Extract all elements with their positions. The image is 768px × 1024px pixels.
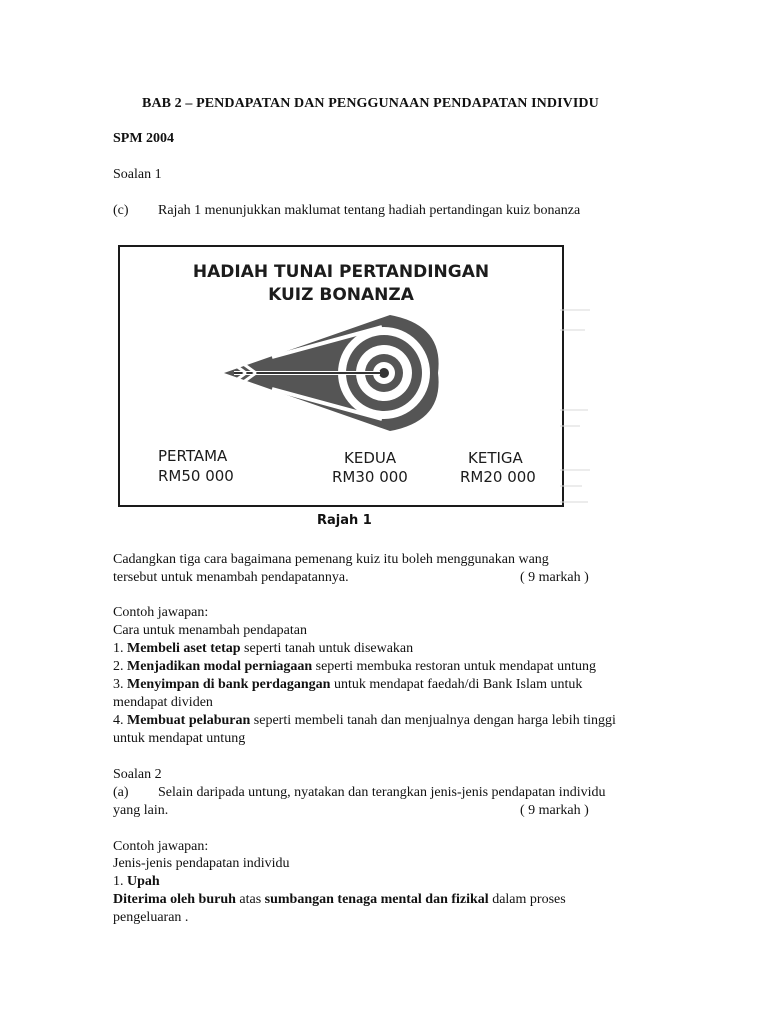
prize-1-amount: RM50 000 bbox=[158, 467, 234, 485]
description-key-phrase-1: Diterima oleh buruh bbox=[113, 892, 236, 907]
answer-detail: seperti tanah untuk disewakan bbox=[240, 641, 414, 656]
answer-item-1 bbox=[113, 640, 413, 658]
income-type-1-description bbox=[113, 891, 566, 909]
question-2-prompt-line-1: Selain daripada untung, nyatakan dan terangkan jenis-jenis pendapatan individu bbox=[158, 785, 606, 800]
income-type-number: 1. bbox=[113, 874, 124, 889]
answer-number: 2. bbox=[113, 659, 124, 674]
figure-caption: Rajah 1 bbox=[317, 513, 372, 528]
answer-item-2 bbox=[113, 658, 596, 676]
question-1-prompt-line-1: Cadangkan tiga cara bagaimana pemenang kuiz itu boleh menggunakan wang bbox=[113, 552, 549, 567]
question-2-answer-heading: Jenis-jenis pendapatan individu bbox=[113, 856, 290, 871]
description-text-end: dalam proses bbox=[488, 892, 566, 907]
question-2-answer-label: Contoh jawapan: bbox=[113, 839, 209, 854]
question-1-answer-heading: Cara untuk menambah pendapatan bbox=[113, 623, 307, 638]
answer-item-4-continued: untuk mendapat untung bbox=[113, 731, 246, 746]
exam-year: SPM 2004 bbox=[113, 131, 175, 146]
prize-2-amount: RM30 000 bbox=[332, 468, 408, 486]
chapter-title: BAB 2 – PENDAPATAN DAN PENGGUNAAN PENDAPATAN INDIVIDU bbox=[142, 96, 599, 111]
question-2-label: Soalan 2 bbox=[113, 767, 162, 782]
answer-detail: untuk mendapat faedah/di Bank Islam untuk bbox=[330, 677, 583, 692]
income-type-1-description-continued: pengeluaran . bbox=[113, 910, 189, 925]
answer-key-phrase: Menjadikan modal perniagaan bbox=[127, 659, 313, 674]
prize-2-place: KEDUA bbox=[344, 449, 397, 467]
question-1-marks: ( 9 markah ) bbox=[520, 570, 589, 585]
question-1-label: Soalan 1 bbox=[113, 167, 162, 182]
question-2-part-label: (a) bbox=[113, 785, 129, 800]
answer-key-phrase: Menyimpan di bank perdagangan bbox=[127, 677, 331, 692]
question-1-part-label: (c) bbox=[113, 203, 129, 218]
figure-rajah-1 bbox=[118, 245, 564, 507]
target-arrow-icon bbox=[212, 305, 452, 435]
answer-item-3-continued: mendapat dividen bbox=[113, 695, 213, 710]
question-1-answer-label: Contoh jawapan: bbox=[113, 605, 209, 620]
question-2-marks: ( 9 markah ) bbox=[520, 803, 589, 818]
prize-3-place: KETIGA bbox=[468, 449, 523, 467]
answer-number: 1. bbox=[113, 641, 124, 656]
scan-noise-decoration bbox=[560, 300, 600, 530]
answer-detail: seperti membeli tanah dan menjualnya dengan harga lebih tinggi bbox=[250, 713, 616, 728]
income-type-1 bbox=[113, 873, 160, 891]
description-key-phrase-2: sumbangan tenaga mental dan fizikal bbox=[264, 892, 489, 907]
question-1-intro: Rajah 1 menunjukkan maklumat tentang hadiah pertandingan kuiz bonanza bbox=[158, 203, 581, 218]
figure-title-line-2: KUIZ BONANZA bbox=[268, 285, 414, 305]
answer-detail: seperti membuka restoran untuk mendapat untung bbox=[312, 659, 596, 674]
answer-key-phrase: Membeli aset tetap bbox=[127, 641, 241, 656]
income-type-title: Upah bbox=[127, 874, 160, 889]
answer-key-phrase: Membuat pelaburan bbox=[127, 713, 251, 728]
description-text: atas bbox=[235, 892, 265, 907]
question-1-prompt-line-2: tersebut untuk menambah pendapatannya. bbox=[113, 570, 349, 585]
prize-1-place: PERTAMA bbox=[158, 447, 228, 465]
question-2-prompt-line-2: yang lain. bbox=[113, 803, 169, 818]
prize-3-amount: RM20 000 bbox=[460, 468, 536, 486]
answer-number: 4. bbox=[113, 713, 124, 728]
figure-title-line-1: HADIAH TUNAI PERTANDINGAN bbox=[192, 262, 490, 282]
answer-item-3 bbox=[113, 676, 582, 694]
answer-item-4 bbox=[113, 712, 616, 730]
answer-number: 3. bbox=[113, 677, 124, 692]
